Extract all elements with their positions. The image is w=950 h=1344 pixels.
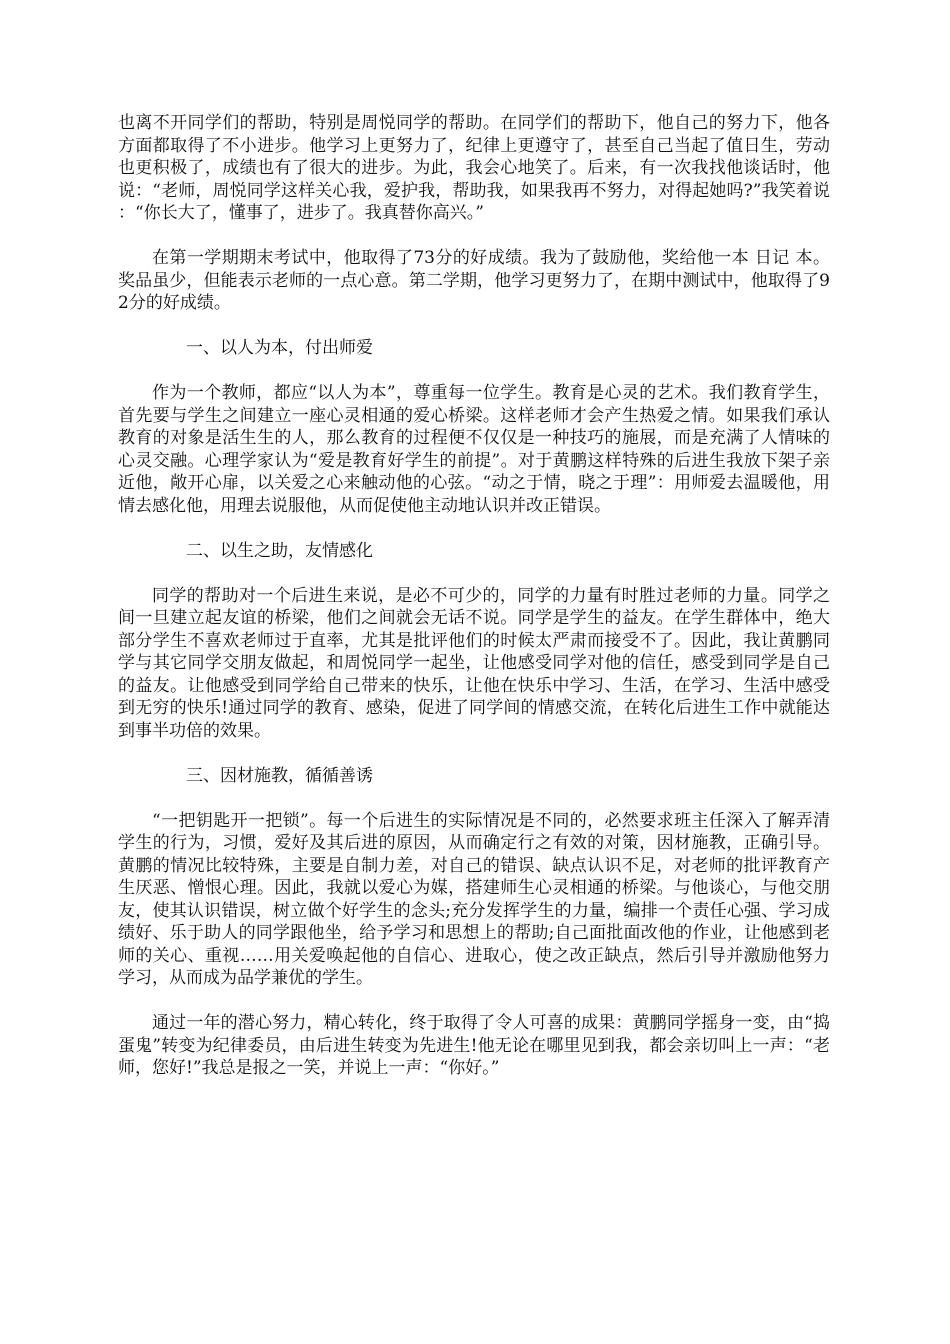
section-heading: 三、因材施教，循循善诱 bbox=[186, 765, 373, 786]
section-heading: 一、以人为本，付出师爱 bbox=[186, 338, 373, 358]
body-paragraph: 同学的帮助对一个后进生来说，是必不可少的，同学的力量有时胜过老师的力量。同学之间一旦建立起友谊的桥梁，他们之间就会无话不说。同学是学生的益友。在学生群体中，绝大部分学生不喜欢老师过于直率，尤其是批评他们的时候太严肃而接受不了。因此，我让黄鹏同学与其它同学交朋友做起，和周悦同学一起坐，让他感受同学对他的信任，感受到同学是自己的益友。让他感受到同学给自己带来的快乐，让他在快乐中学习、生活，在学习、生活中感受到无穷的快乐!通过同学的教育、感染，促进了同学间的情感交流，在转化后进生工作中就能达到事半功倍的效果。 bbox=[118, 585, 830, 741]
document-page bbox=[118, 112, 830, 1102]
body-paragraph: 作为一个教师，都应“以人为本”，尊重每一位学生。教育是心灵的艺术。我们教育学生，首先要与学生之间建立一座心灵相通的爱心桥梁。这样老师才会产生热爱之情。如果我们承认教育的对象是活生生的人，那么教育的过程便不仅仅是一种技巧的施展，而是充满了人情味的心灵交融。心理学家认为“爱是教育好学生的前提”。对于黄鹏这样特殊的后进生我放下架子亲近他，敞开心扉，以关爱之心来触动他的心弦。“动之于情，晓之于理”：用师爱去温暖他，用情去感化他，用理去说服他，从而促使他主动地认识并改正错误。 bbox=[118, 383, 830, 516]
body-paragraph: 通过一年的潜心努力，精心转化，终于取得了令人可喜的成果：黄鹏同学摇身一变，由“捣蛋鬼”转变为纪律委员，由后进生转变为先进生!他无论在哪里见到我，都会亲切叫上一声：“老师，您好!”我总是报之一笑，并说上一声：“你好。” bbox=[118, 1013, 830, 1078]
body-paragraph: 也离不开同学们的帮助，特别是周悦同学的帮助。在同学们的帮助下，他自己的努力下，他各方面都取得了不小进步。他学习上更努力了，纪律上更遵守了，甚至自己当起了值日生，劳动也更积极了，成绩也有了很大的进步。为此，我会心地笑了。后来，有一次我找他谈话时，他说：“老师，周悦同学这样关心我，爱护我，帮助我，如果我再不努力，对得起她吗?”我笑着说：“你长大了，懂事了，进步了。我真替你高兴。” bbox=[118, 113, 830, 223]
section-heading: 二、以生之助，友情感化 bbox=[186, 540, 373, 561]
body-paragraph: “一把钥匙开一把锁”。每一个后进生的实际情况是不同的，必然要求班主任深入了解弄清学生的行为，习惯，爱好及其后进的原因，从而确定行之有效的对策，因材施教，正确引导。黄鹏的情况比较特殊，主要是自制力差，对自己的错误、缺点认识不足，对老师的批评教育产生厌恶、憎恨心理。因此，我就以爱心为媒，搭建师生心灵相通的桥梁。与他谈心，与他交朋友，使其认识错误，树立做个好学生的念头;充分发挥学生的力量，编排一个责任心强、学习成绩好、乐于助人的同学跟他坐，给予学习和思想上的帮助;自己面批面改他的作业，让他感到老师的关心、重视……用关爱唤起他的自信心、进取心，使之改正缺点，然后引导并激励他努力学习，从而成为品学兼优的学生。 bbox=[118, 810, 830, 988]
body-paragraph: 在第一学期期末考试中，他取得了73分的好成绩。我为了鼓励他，奖给他一本 日记 本。奖品虽少，但能表示老师的一点心意。第二学期，他学习更努力了，在期中测试中，他取得了92分的好成绩。 bbox=[118, 248, 830, 313]
